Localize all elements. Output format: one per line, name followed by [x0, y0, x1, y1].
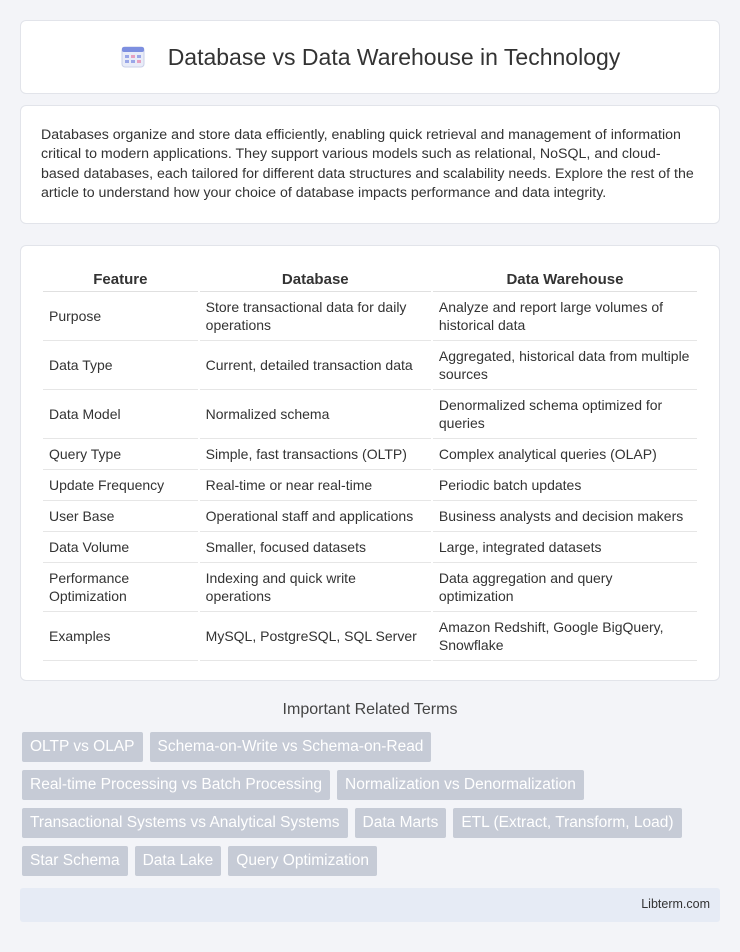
- database-icon: [120, 44, 146, 70]
- cell-feature: Purpose: [43, 292, 198, 341]
- related-terms-title: Important Related Terms: [282, 701, 458, 718]
- cell-database: Smaller, focused datasets: [200, 532, 431, 563]
- cell-feature: Update Frequency: [43, 470, 198, 501]
- table-row: [43, 341, 697, 390]
- table-row: [43, 470, 697, 501]
- cell-database: Real-time or near real-time: [200, 470, 431, 501]
- cell-database: Simple, fast transactions (OLTP): [200, 439, 431, 470]
- header-data-warehouse: Data Warehouse: [433, 264, 697, 292]
- cell-database: Operational staff and applications: [200, 501, 431, 532]
- cell-feature: Data Volume: [43, 532, 198, 563]
- cell-data-warehouse: Business analysts and decision makers: [433, 501, 697, 532]
- table-row: [43, 563, 697, 612]
- cell-data-warehouse: Analyze and report large volumes of historical data: [433, 292, 697, 341]
- comparison-table-card: [20, 245, 720, 681]
- cell-data-warehouse: Aggregated, historical data from multiple sources: [433, 341, 697, 390]
- header-database: Database: [200, 264, 431, 292]
- tag-schema-on-write[interactable]: Schema-on-Write vs Schema-on-Read: [150, 732, 432, 762]
- tag-normalization[interactable]: Normalization vs Denormalization: [337, 770, 584, 800]
- tag-row: [22, 846, 722, 876]
- header-card: [20, 20, 720, 94]
- cell-database: Store transactional data for daily operations: [200, 292, 431, 341]
- cell-feature: Performance Optimization: [43, 563, 198, 612]
- tag-etl[interactable]: ETL (Extract, Transform, Load): [453, 808, 681, 838]
- tag-star-schema[interactable]: Star Schema: [22, 846, 128, 876]
- table-header-row: [43, 264, 697, 292]
- footer: [20, 888, 720, 922]
- table-row: [43, 292, 697, 341]
- cell-data-warehouse: Complex analytical queries (OLAP): [433, 439, 697, 470]
- cell-data-warehouse: Amazon Redshift, Google BigQuery, Snowflake: [433, 612, 697, 661]
- cell-data-warehouse: Data aggregation and query optimization: [433, 563, 697, 612]
- cell-database: Current, detailed transaction data: [200, 341, 431, 390]
- tag-data-marts[interactable]: Data Marts: [355, 808, 447, 838]
- cell-feature: User Base: [43, 501, 198, 532]
- cell-database: Normalized schema: [200, 390, 431, 439]
- cell-database: MySQL, PostgreSQL, SQL Server: [200, 612, 431, 661]
- table-row: [43, 612, 697, 661]
- tag-oltp-vs-olap[interactable]: OLTP vs OLAP: [22, 732, 143, 762]
- comparison-table: [41, 264, 699, 661]
- cell-data-warehouse: Large, integrated datasets: [433, 532, 697, 563]
- table-row: [43, 501, 697, 532]
- cell-feature: Examples: [43, 612, 198, 661]
- cell-data-warehouse: Denormalized schema optimized for queries: [433, 390, 697, 439]
- tag-transactional-vs-analytical[interactable]: Transactional Systems vs Analytical Systems: [22, 808, 348, 838]
- table-row: [43, 439, 697, 470]
- cell-data-warehouse: Periodic batch updates: [433, 470, 697, 501]
- cell-feature: Data Model: [43, 390, 198, 439]
- tag-row: [22, 808, 722, 838]
- page-title: Database vs Data Warehouse in Technology: [167, 43, 621, 70]
- header-feature: Feature: [43, 264, 198, 292]
- related-terms-tags: [22, 732, 722, 884]
- intro-text: Databases organize and store data efficiently, enabling quick retrieval and management of information critical to modern applications. They support various models such as relational, NoSQL, and cloud-based databases, each tailored for different data structures and scalability needs. Explore the rest of the article to understand how your choice of database impacts performance and data integrity.: [41, 127, 694, 202]
- tag-row: [22, 732, 722, 762]
- table-row: [43, 532, 697, 563]
- tag-data-lake[interactable]: Data Lake: [135, 846, 222, 876]
- cell-feature: Data Type: [43, 341, 198, 390]
- table-row: [43, 390, 697, 439]
- cell-database: Indexing and quick write operations: [200, 563, 431, 612]
- tag-realtime-vs-batch[interactable]: Real-time Processing vs Batch Processing: [22, 770, 330, 800]
- intro-card: [20, 105, 720, 224]
- tag-query-optimization[interactable]: Query Optimization: [228, 846, 377, 876]
- cell-feature: Query Type: [43, 439, 198, 470]
- footer-site-link[interactable]: Libterm.com: [641, 897, 710, 911]
- tag-row: [22, 770, 722, 800]
